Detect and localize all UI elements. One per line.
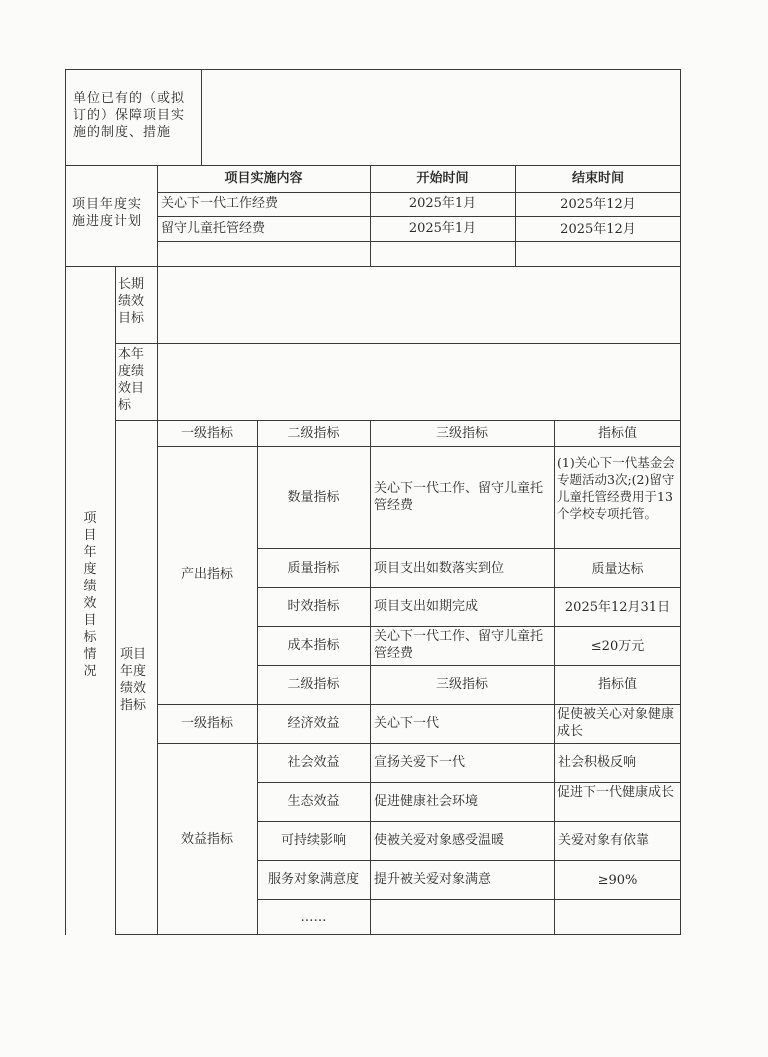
value-cell: 促进下一代健康成长 bbox=[557, 785, 675, 800]
value-cell: ≥90% bbox=[597, 873, 638, 888]
value-cell: 社会积极反响 bbox=[558, 755, 637, 770]
level3-cell: 宣扬关爱下一代 bbox=[374, 755, 466, 770]
value-cell: 2025年12月31日 bbox=[564, 600, 671, 615]
level2-cell: 可持续影响 bbox=[280, 833, 346, 848]
schedule-row-content: 留守儿童托管经费 bbox=[161, 221, 266, 236]
schedule-row-end: 2025年12月 bbox=[560, 197, 636, 212]
level2-cell: 生态效益 bbox=[287, 794, 340, 809]
level3-cell: 促进健康社会环境 bbox=[374, 794, 479, 809]
schedule-header-start: 开始时间 bbox=[416, 171, 469, 186]
schedule-header-content: 项目实施内容 bbox=[224, 171, 303, 186]
schedule-label: 项目年度实施进度计划 bbox=[72, 197, 143, 229]
perf-side-label: 项目年度绩效目标情况 bbox=[83, 511, 97, 679]
level2-cell: 成本指标 bbox=[287, 638, 340, 653]
level2-cell: 服务对象满意度 bbox=[267, 872, 359, 887]
benefit-label: 效益指标 bbox=[180, 832, 233, 847]
level3-cell: 项目支出如数落实到位 bbox=[374, 561, 505, 576]
level2-cell: 经济效益 bbox=[287, 716, 340, 731]
value-cell: (1)关心下一代基金会专题活动3次;(2)留守儿童托管经费用于13个学校专项托管。 bbox=[557, 455, 675, 521]
schedule-row-start: 2025年1月 bbox=[408, 196, 477, 211]
level3-cell: 项目支出如期完成 bbox=[374, 599, 479, 614]
long-term-label: 长期绩效目标 bbox=[118, 277, 145, 326]
level2-cell: 二级指标 bbox=[287, 677, 340, 692]
level3-cell: 提升被关爱对象满意 bbox=[374, 872, 492, 887]
output-label: 产出指标 bbox=[180, 567, 233, 582]
indicator-label: 项目年度绩效指标 bbox=[120, 647, 147, 713]
value-cell: ≤20万元 bbox=[590, 639, 645, 654]
level3-cell: 三级指标 bbox=[435, 677, 488, 692]
schedule-row-start: 2025年1月 bbox=[408, 221, 477, 236]
schedule-row-end: 2025年12月 bbox=[560, 222, 636, 237]
header-level2: 二级指标 bbox=[287, 426, 340, 441]
level2-cell: 质量指标 bbox=[287, 561, 340, 576]
value-cell: 指标值 bbox=[597, 677, 637, 692]
level2-cell: 数量指标 bbox=[287, 490, 340, 505]
value-cell: 关爱对象有依靠 bbox=[558, 833, 650, 848]
schedule-header-end: 结束时间 bbox=[571, 171, 624, 186]
header-value: 指标值 bbox=[597, 426, 637, 441]
level2-cell: …… bbox=[300, 910, 327, 925]
annual-label: 本年度绩效目标 bbox=[118, 347, 145, 413]
header-level1: 一级指标 bbox=[180, 426, 233, 441]
value-cell: 促使被关心对象健康成长 bbox=[557, 707, 675, 739]
schedule-row-content: 关心下一代工作经费 bbox=[161, 196, 279, 211]
value-cell: 质量达标 bbox=[591, 562, 644, 577]
header-level3: 三级指标 bbox=[435, 426, 488, 441]
guarantee-label: 单位已有的（或拟订的）保障项目实施的制度、措施 bbox=[73, 91, 186, 140]
level2-cell: 社会效益 bbox=[287, 755, 340, 770]
level3-cell: 关心下一代工作、留守儿童托管经费 bbox=[374, 629, 544, 661]
level2-cell: 时效指标 bbox=[287, 599, 340, 614]
level3-cell: 关心下一代 bbox=[374, 716, 440, 731]
level3-cell: 使被关爱对象感受温暖 bbox=[374, 833, 505, 848]
level3-cell: 关心下一代工作、留守儿童托管经费 bbox=[374, 481, 544, 513]
level1-cell: 一级指标 bbox=[180, 716, 233, 731]
